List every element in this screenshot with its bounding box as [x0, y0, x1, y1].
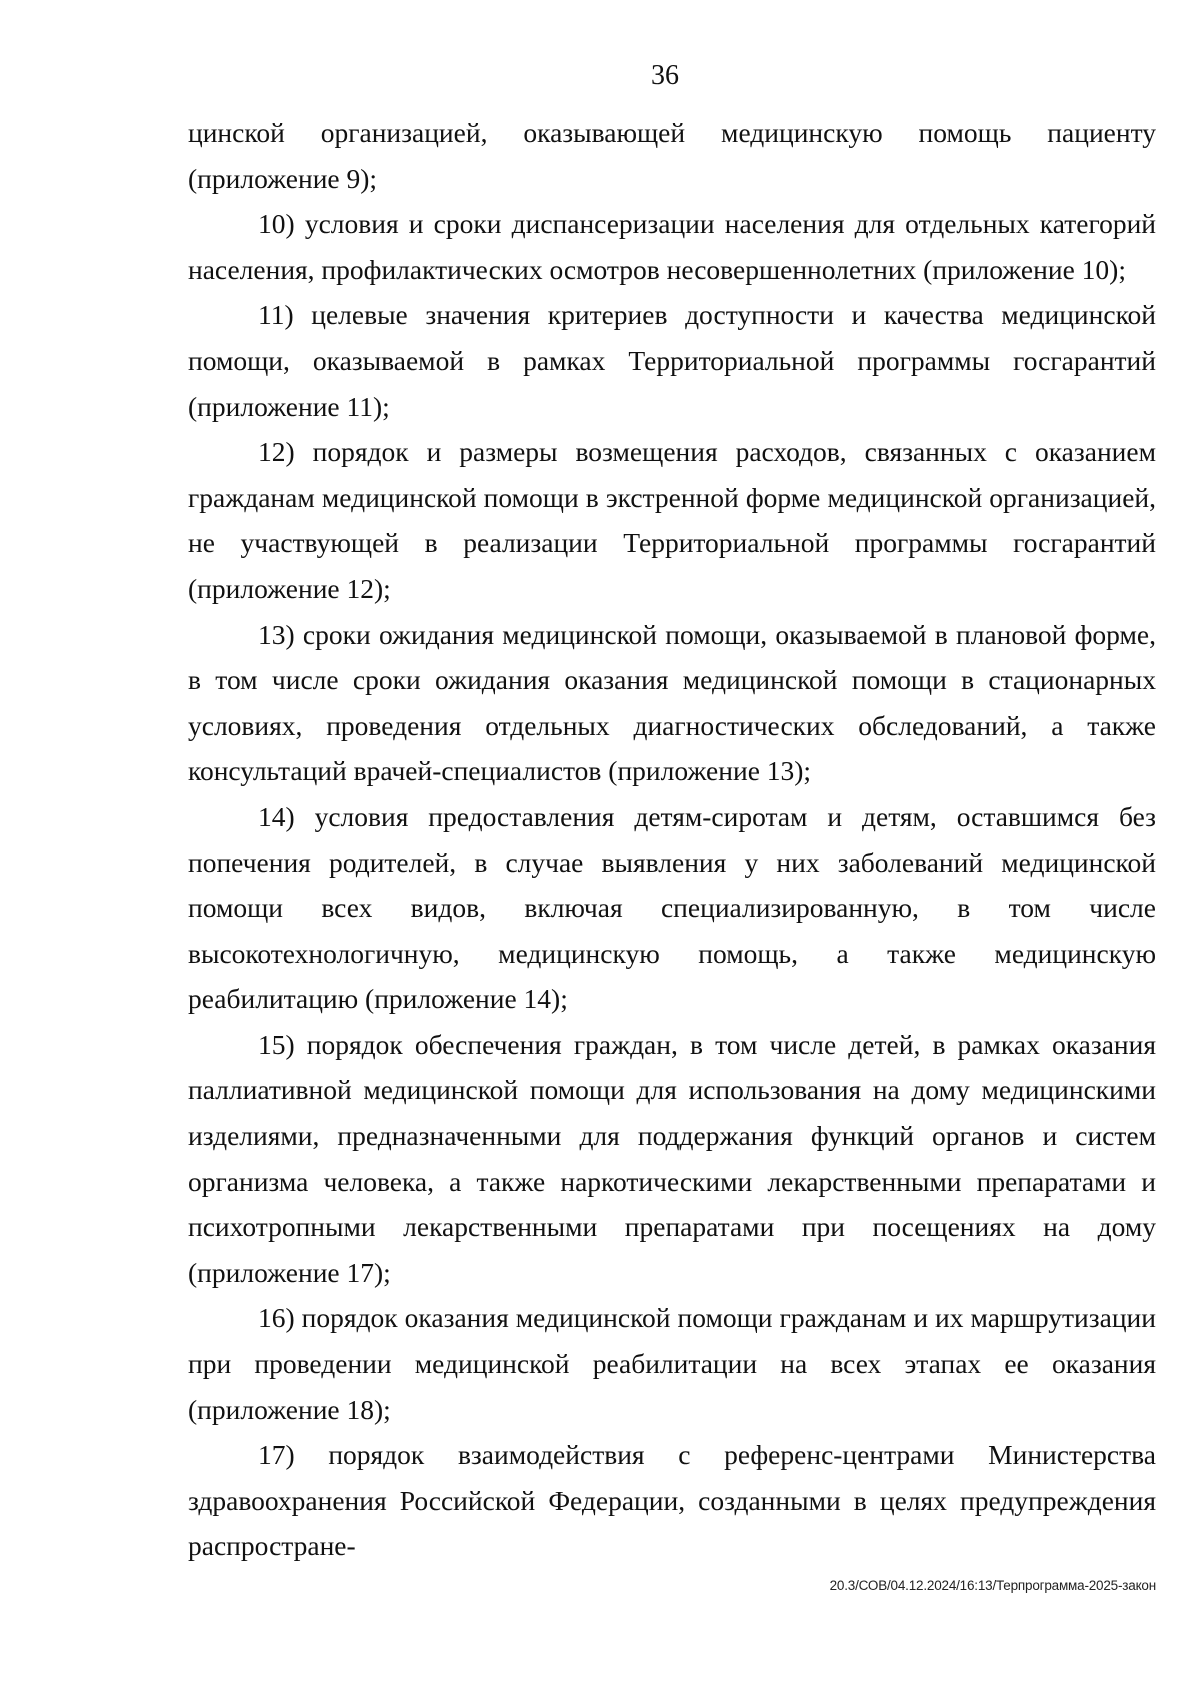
- list-item-17: 17) порядок взаимодействия с референс-центрами Министерства здравоохранения Российской Федерации, созданными в целях предупреждения распростране-: [188, 1439, 1156, 1562]
- document-footer-code: 20.3/СОВ/04.12.2024/16:13/Терпрограмма-2025-закон: [829, 1578, 1156, 1593]
- list-item-16: 16) порядок оказания медицинской помощи гражданам и их маршрутизации при проведении медицинской реабилитации на всех этапах ее оказания (приложение 18);: [188, 1302, 1156, 1425]
- paragraph-continuation: цинской организацией, оказывающей медицинскую помощь пациенту (приложение 9);: [188, 117, 1156, 194]
- list-item-14: 14) условия предоставления детям-сиротам и детям, оставшимся без попечения родителей, в случае выявления у них заболеваний медицинской помощи всех видов, включая специализированную, в том числе высокотехнологичную, медицинскую помощь, а также медицинскую реабилитацию (приложение 14);: [188, 800, 1156, 1015]
- list-item-12: 12) порядок и размеры возмещения расходов, связанных с оказанием гражданам медицинской помощи в экстренной форме медицинской организацией, не участвующей в реализации Территориальной программы госгарантий (приложение 12);: [188, 436, 1156, 604]
- list-item-13: 13) сроки ожидания медицинской помощи, оказываемой в плановой форме, в том числе сроки ожидания оказания медицинской помощи в стационарных условиях, проведения отдельных диагностических обследований, а также консультаций врачей-специалистов (приложение 13);: [188, 618, 1156, 787]
- document-body: [188, 110, 1156, 1569]
- list-item-10: 10) условия и сроки диспансеризации населения для отдельных категорий населения, профилактических осмотров несовершеннолетних (приложение 10);: [188, 208, 1156, 285]
- list-item-11: 11) целевые значения критериев доступности и качества медицинской помощи, оказываемой в рамках Территориальной программы госгарантий (приложение 11);: [188, 299, 1156, 422]
- list-item-15: 15) порядок обеспечения граждан, в том числе детей, в рамках оказания паллиативной медицинской помощи для использования на дому медицинскими изделиями, предназначенными для поддержания функций органов и систем организма человека, а также наркотическими лекарственными препаратами и психотропными лекарственными препаратами при посещениях на дому (приложение 17);: [188, 1028, 1156, 1288]
- page-number: 36: [651, 60, 679, 91]
